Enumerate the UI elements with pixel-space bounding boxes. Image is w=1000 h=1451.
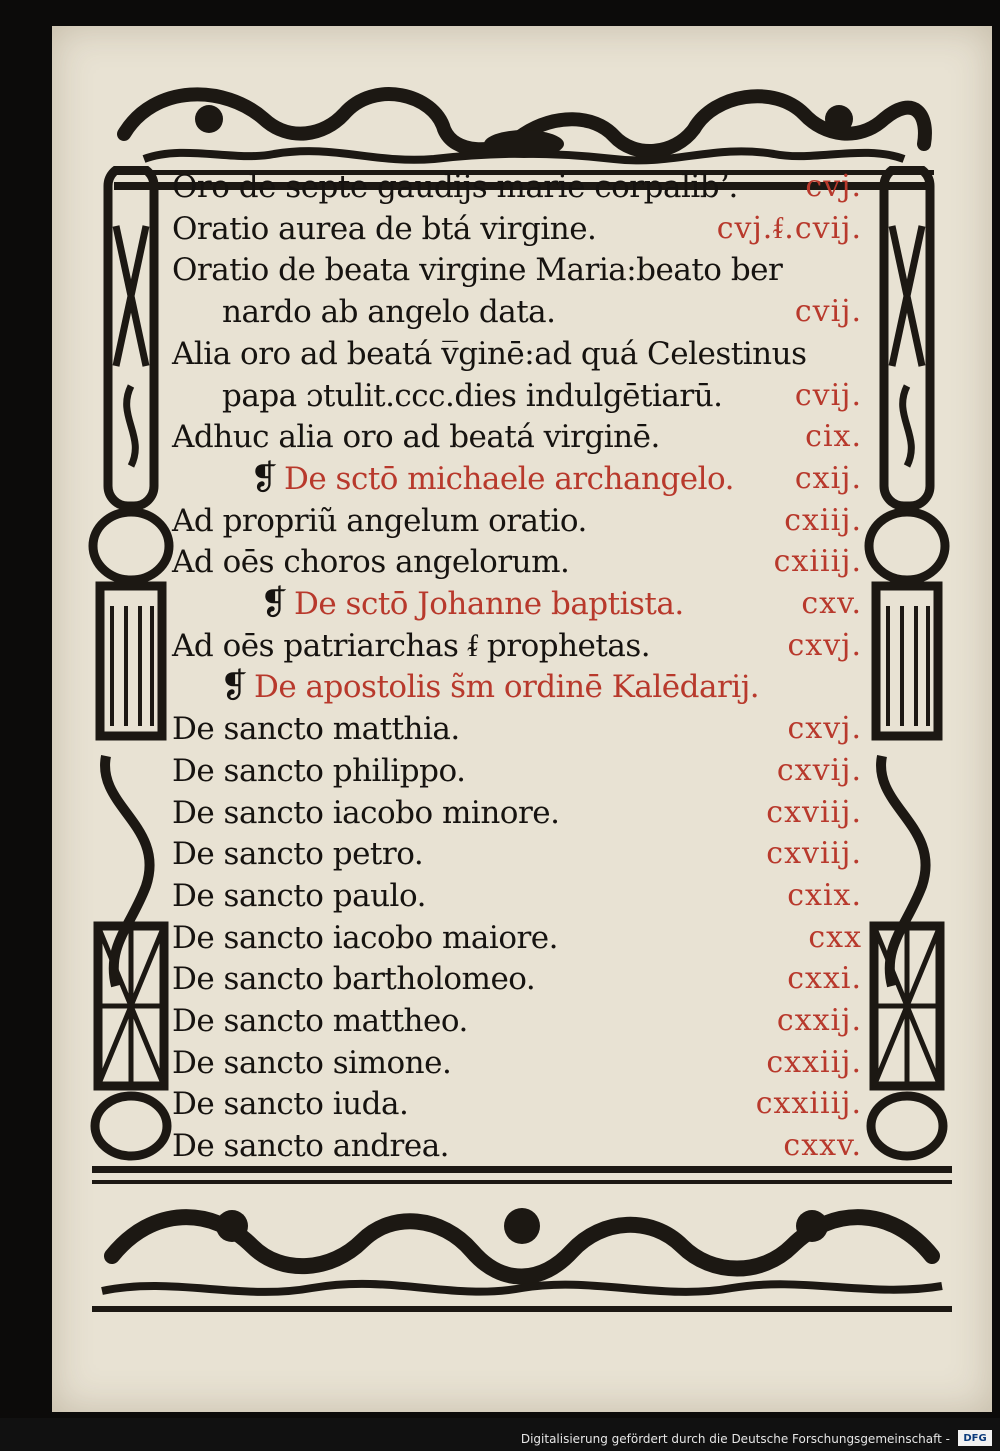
entry-title xyxy=(172,418,660,456)
toc-entry xyxy=(172,500,862,540)
toc-heading xyxy=(172,458,862,498)
folio-number: cxix. xyxy=(787,878,862,913)
folio-number: cxxiij. xyxy=(766,1045,862,1080)
entry-text: De sancto andrea. xyxy=(172,1128,450,1164)
entry-text: Ad oēs patriarchas ᵮ prophetas. xyxy=(172,628,651,664)
entry-text: De apostolis s̃m ordinē Kalēdarij. xyxy=(254,669,760,705)
entry-title xyxy=(172,877,426,915)
folio-number: cxxv. xyxy=(783,1128,862,1163)
folio-number: cxxi. xyxy=(787,961,862,996)
folio-number: cxv. xyxy=(801,586,862,621)
toc-entry xyxy=(172,249,862,289)
entry-title xyxy=(172,584,684,623)
folio-number: cxvj. xyxy=(787,711,862,746)
entry-title xyxy=(172,627,650,665)
toc-entry xyxy=(172,1042,862,1082)
entry-text: De sancto matthia. xyxy=(172,711,460,747)
entry-text: Adhuc alia oro ad beatá virginē. xyxy=(172,419,660,455)
entry-title xyxy=(172,210,596,248)
left-column-ornament xyxy=(86,166,176,1176)
entry-title xyxy=(172,1002,468,1040)
entry-title xyxy=(172,168,738,206)
toc-entry xyxy=(172,708,862,748)
toc-entry xyxy=(172,166,862,206)
toc-entry xyxy=(172,917,862,957)
digitization-credit: Digitalisierung gefördert durch die Deutsche Forschungsgemeinschaft - xyxy=(520,1432,950,1446)
entry-title xyxy=(172,543,569,581)
entry-text: De sancto iacobo minore. xyxy=(172,795,560,831)
right-column-ornament xyxy=(862,166,952,1176)
entry-title xyxy=(172,502,587,540)
entry-title xyxy=(172,335,807,373)
folio-number: cix. xyxy=(805,419,862,454)
toc-heading xyxy=(172,583,862,623)
entry-text: De sancto mattheo. xyxy=(172,1003,468,1039)
toc-entry xyxy=(172,1000,862,1040)
toc-heading xyxy=(172,666,862,706)
entry-title xyxy=(172,1044,451,1082)
entry-text: Oratio de beata virgine Maria:beato ber xyxy=(172,252,783,288)
entry-title xyxy=(172,293,556,331)
folio-number: cvj. xyxy=(805,169,862,204)
entry-text: De sancto bartholomeo. xyxy=(172,961,536,997)
entry-text: nardo ab angelo data. xyxy=(222,294,556,330)
entry-title xyxy=(172,960,535,998)
entry-title xyxy=(172,752,465,790)
entry-text: Oro de septe gaudijs marie corpalibʼ. xyxy=(172,169,738,205)
folio-number: cvij. xyxy=(794,294,862,329)
bottom-ornament xyxy=(92,1166,952,1316)
entry-text: Ad oēs choros angelorum. xyxy=(172,544,570,580)
folio-number: cxviij. xyxy=(766,795,862,830)
toc-entry xyxy=(172,958,862,998)
entry-text: papa ɔtulit.ccc.dies indulgētiarū. xyxy=(222,378,723,414)
toc-entry xyxy=(172,833,862,873)
entry-text: De sancto iuda. xyxy=(172,1086,409,1122)
pilcrow-icon: ❡ xyxy=(220,666,248,706)
toc-entry xyxy=(172,792,862,832)
folio-number: cvj.ᵮ.cvij. xyxy=(716,211,862,246)
pilcrow-icon: ❡ xyxy=(250,458,278,498)
folio-number: cxxiiij. xyxy=(755,1086,862,1121)
folio-number: cxiiij. xyxy=(773,544,862,579)
entry-text: De sancto simone. xyxy=(172,1045,452,1081)
entry-title xyxy=(172,794,560,832)
entry-title xyxy=(172,1085,408,1123)
entry-text: Oratio aurea de btá virgine. xyxy=(172,211,597,247)
entry-text: Alia oro ad beatá v̅ginē:ad quá Celestinus xyxy=(172,336,807,372)
pilcrow-icon: ❡ xyxy=(260,583,288,623)
toc-entry xyxy=(172,750,862,790)
entry-title xyxy=(172,667,759,706)
folio-number: cxiij. xyxy=(784,503,862,538)
entry-title xyxy=(172,251,782,289)
toc-entry xyxy=(172,541,862,581)
toc-entry xyxy=(172,291,862,331)
toc-entry xyxy=(172,875,862,915)
folio-number: cvij. xyxy=(794,378,862,413)
toc-entry xyxy=(172,1125,862,1165)
folio-number: cxvj. xyxy=(787,628,862,663)
folio-number: cxij. xyxy=(794,461,862,496)
entry-title xyxy=(172,459,734,498)
entry-text: Ad propriũ angelum oratio. xyxy=(172,503,587,539)
folio-number: cxx xyxy=(808,920,862,955)
entry-text: De sctō Johanne baptista. xyxy=(294,586,684,622)
toc-entry xyxy=(172,208,862,248)
dfg-logo: DFG xyxy=(958,1430,992,1446)
toc-entry xyxy=(172,1083,862,1123)
folio-number: cxviij. xyxy=(766,836,862,871)
entry-title xyxy=(172,1127,449,1165)
entry-title xyxy=(172,710,460,748)
entry-text: De sancto paulo. xyxy=(172,878,426,914)
entry-text: De sancto iacobo maiore. xyxy=(172,920,559,956)
toc-entry xyxy=(172,625,862,665)
entry-text: De sctō michaele archangelo. xyxy=(284,461,735,497)
toc-entry xyxy=(172,416,862,456)
entry-text: De sancto petro. xyxy=(172,836,424,872)
folio-number: cxxij. xyxy=(776,1003,862,1038)
toc-entry xyxy=(172,375,862,415)
toc-entry xyxy=(172,333,862,373)
entry-title xyxy=(172,377,723,415)
folio-number: cxvij. xyxy=(776,753,862,788)
entry-title xyxy=(172,919,558,957)
entry-text: De sancto philippo. xyxy=(172,753,466,789)
entry-title xyxy=(172,835,423,873)
